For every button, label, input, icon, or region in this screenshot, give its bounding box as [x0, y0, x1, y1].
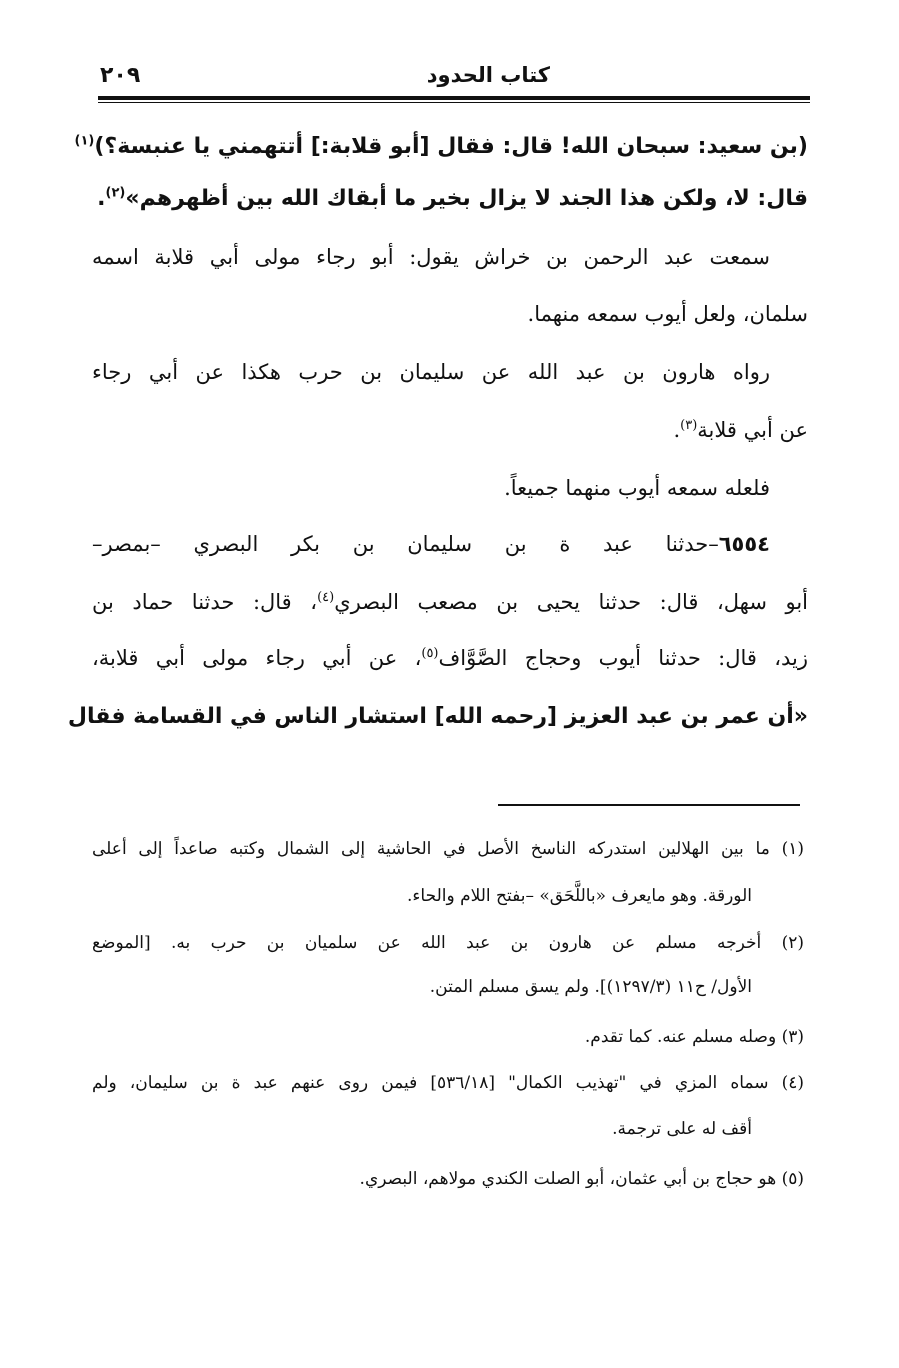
footnote-text: (١) ما بين الهلالين استدركه الناسخ الأصل في الحاشية إلى الشمال وكتبه صاعداً إلى أعلى	[92, 839, 804, 859]
text-segment: أبو سهل، قال: حدثنا يحيى بن مصعب البصري	[334, 590, 809, 614]
text-segment: سمعت عبد الرحمن بن خراش يقول: أبو رجاء مولى أبي قلابة اسمه	[92, 245, 770, 269]
header-rule-thin	[98, 102, 810, 103]
text-line-8	[92, 527, 808, 561]
text-line-6	[92, 413, 808, 447]
text-line-3	[92, 240, 808, 274]
text-line-11	[67, 700, 808, 734]
text-segment: ، قال: حدثنا حماد بن	[92, 590, 318, 614]
text-segment: .	[673, 418, 681, 442]
footnote-2-line-1	[92, 928, 804, 958]
text-segment: «أن عمر بن عبد العزيز [رحمه الله] استشار الناس في القسامة فقال	[67, 704, 808, 729]
footnote-text: (٥) هو حجاج بن أبي عثمان، أبو الصلت الكندي مولاهم، البصري.	[359, 1169, 804, 1189]
footnote-text: أقف له على ترجمة.	[612, 1119, 752, 1139]
text-segment: سلمان، ولعل أيوب سمعه منهما.	[527, 302, 808, 326]
chapter-title: كتاب الحدود	[426, 63, 550, 87]
text-segment: فلعله سمعه أيوب منهما جميعاً.	[504, 476, 770, 500]
text-segment: عن أبي قلابة	[697, 418, 808, 442]
footnote-5	[92, 1164, 804, 1194]
text-line-7	[92, 471, 808, 505]
text-segment: رواه هارون بن عبد الله عن سليمان بن حرب هكذا عن أبي رجاء	[92, 360, 770, 384]
text-line-1	[74, 130, 808, 164]
text-line-5	[92, 355, 808, 389]
footnote-ref: (٣)	[680, 418, 698, 433]
text-line-2	[92, 182, 808, 216]
footnote-2-line-2	[92, 972, 804, 1002]
hadith-number: ٦٥٥٤	[718, 532, 770, 556]
header-rule	[98, 96, 810, 100]
footnote-1-line-2	[92, 881, 804, 911]
footnote-text: (٣) وصله مسلم عنه. كما تقدم.	[584, 1027, 804, 1047]
footnote-1-line-1	[92, 834, 804, 864]
footnote-4-line-2	[92, 1114, 804, 1144]
footnote-text: (٢) أخرجه مسلم عن هارون بن عبد الله عن سلميان بن حرب به. [الموضع	[92, 933, 804, 953]
running-header	[100, 58, 810, 92]
footnote-ref: (٥)	[421, 646, 439, 661]
footnote-3	[92, 1022, 804, 1052]
footnote-4-line-1	[92, 1068, 804, 1098]
text-segment: –حدثنا عبد ة بن سليمان بن بكر البصري –بمصر–	[92, 532, 719, 556]
footnote-ref: (٤)	[317, 590, 335, 605]
footnote-ref: (٢)	[105, 185, 126, 201]
footnote-text: الأول/ ح١١ (١٢٩٧/٣)]. ولم يسق مسلم المتن.	[429, 977, 752, 997]
text-line-9	[92, 585, 808, 619]
footnote-text: الورقة. وهو مايعرف «باللَّحَق» –بفتح اللام والحاء.	[407, 886, 752, 906]
text-segment: (بن سعيد: سبحان الله! قال: فقال [أبو قلابة:] أتتهمني يا عنبسة؟)	[94, 134, 808, 159]
text-line-4	[92, 297, 808, 331]
text-segment: .	[97, 186, 106, 211]
text-line-10	[92, 641, 808, 675]
page-number: ٢٠٩	[100, 62, 141, 88]
footnote-separator	[498, 804, 800, 806]
text-segment: قال: لا، ولكن هذا الجند لا يزال بخير ما أبقاك الله بين أظهرهم»	[125, 186, 808, 211]
footnote-ref: (١)	[74, 133, 95, 149]
text-segment: زيد، قال: حدثنا أيوب وحجاج الصَّوَّاف	[438, 646, 809, 670]
footnote-text: (٤) سماه المزي في "تهذيب الكمال" [٥٣٦/١٨] فيمن روى عنهم عبد ة بن سليمان، ولم	[92, 1073, 805, 1093]
text-segment: ، عن أبي رجاء مولى أبي قلابة،	[92, 646, 422, 670]
